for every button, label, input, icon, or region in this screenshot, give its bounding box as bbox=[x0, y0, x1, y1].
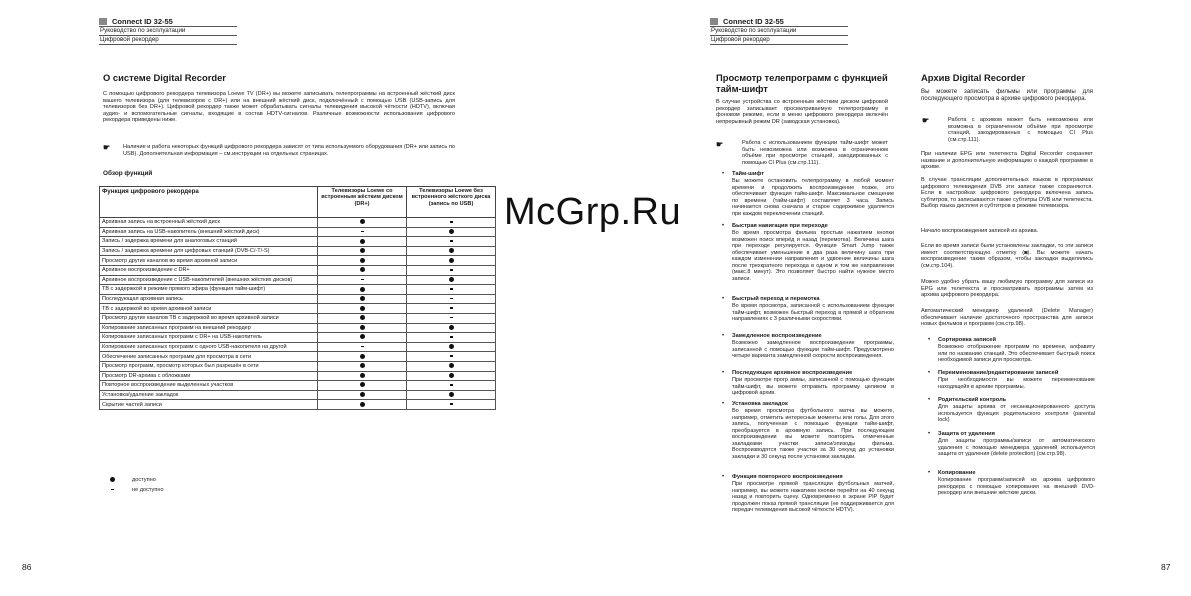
bullet-icon: • bbox=[722, 171, 725, 177]
table-row bbox=[100, 265, 496, 275]
feature-label: Просмотр программ, просмотр которых был разрешён в сети bbox=[100, 361, 318, 371]
table-row bbox=[100, 381, 496, 391]
table-row bbox=[100, 371, 496, 381]
unavailable-dash-icon bbox=[450, 355, 453, 356]
table-row bbox=[100, 313, 496, 323]
available-dot-icon bbox=[360, 287, 365, 292]
usb-availability bbox=[407, 381, 496, 391]
usb-availability bbox=[407, 352, 496, 362]
feature-label: Обеспечение записанных программ для просмотра в сети bbox=[100, 352, 318, 362]
feature-description: Возможно отображение программ по времени, алфавиту или по названию станций. Это обеспечивает быстрый поиск необходимой записи для просмотра. bbox=[938, 344, 1095, 363]
table-row bbox=[100, 294, 496, 304]
table-row bbox=[100, 237, 496, 247]
header-section: Цифровой рекордер bbox=[99, 35, 237, 45]
usb-availability bbox=[407, 275, 496, 285]
feature-label: Копирование записанных программ с DR+ на USB-накопитель bbox=[100, 333, 318, 343]
bullet-icon: • bbox=[722, 474, 725, 480]
available-dot-icon bbox=[360, 296, 365, 301]
available-dot-icon bbox=[360, 325, 365, 330]
unavailable-dash-icon bbox=[361, 231, 364, 232]
usb-availability bbox=[407, 361, 496, 371]
legend-unavailable bbox=[110, 487, 164, 493]
available-dot-icon bbox=[449, 248, 454, 253]
feature-label: Запись / задержка времени для аналоговых станций bbox=[100, 237, 318, 247]
feature-label: Архивное воспроизведение с USB-накопителей (внешних жёстких дисков) bbox=[100, 275, 318, 285]
usb-availability bbox=[407, 313, 496, 323]
drplus-availability bbox=[318, 256, 407, 266]
drplus-availability bbox=[318, 265, 407, 275]
legend-available-label: доступно bbox=[132, 477, 156, 483]
feature-table bbox=[99, 186, 496, 410]
bullet-icon: • bbox=[722, 401, 725, 407]
bullet-icon: • bbox=[928, 431, 931, 437]
available-dot-icon bbox=[360, 219, 365, 224]
table-row bbox=[100, 246, 496, 256]
usb-availability bbox=[407, 390, 496, 400]
feature-label: Архивная запись на USB-накопитель (внешний жёсткий диск) bbox=[100, 227, 318, 237]
intro-paragraph: С помощью цифрового рекордера телевизора Loewe TV (DR+) вы можете записывать телепрограммы на встроенный жёсткий диск вашего телевизора (для телевизоров с DR+) или на внешний жёсткий диск, подключённый с помощью USB (USB-запись для телевизоров без DR+). Цифровой рекордер также может обрабатывать сигналы телевидения высокой чёткости (HDTV), включая аудио- и вспомогательные сигналы, входящие в состав HDTV-сигналов. Различные возможности использования цифрового рекордера приведены ниже. bbox=[103, 91, 455, 124]
usb-availability bbox=[407, 342, 496, 352]
archive-p2: В случае трансляции дополнительных языков в программах цифрового телевидения DVB эти записи также сохраняются. Если в настройках цифрового рекордера включена запись субтитров, то записываются также субтитры DVB или телетекста. Выбор языка дисплея и субтитров в режиме телевизора. bbox=[921, 177, 1093, 210]
feature-label: ТВ с задержкой в режиме прямого эфира (функция тайм-шифт) bbox=[100, 285, 318, 295]
unavailable-dash-icon bbox=[450, 317, 453, 318]
drplus-availability bbox=[318, 285, 407, 295]
unavailable-dash-icon bbox=[450, 288, 453, 289]
drplus-availability bbox=[318, 304, 407, 314]
table-header-function: Функция цифрового рекордера bbox=[100, 187, 318, 218]
bullet-icon: • bbox=[722, 333, 725, 339]
header-product: Connect ID 32-55 bbox=[723, 16, 784, 26]
feature-title: Родительский контроль bbox=[938, 397, 1007, 403]
archive-note: Работа с архивом может быть невозможна или возможна в ограниченном объёме при просмотре станций, закодированных с помощью CI Plus (см.стр.111). bbox=[948, 117, 1093, 143]
available-dot-icon bbox=[360, 354, 365, 359]
feature-label: Копирование записанных программ с одного USB-накопителя на другой bbox=[100, 342, 318, 352]
feature-label: Просмотр DR-архива с обложками bbox=[100, 371, 318, 381]
drplus-availability bbox=[318, 275, 407, 285]
available-dot-icon bbox=[360, 363, 365, 368]
watermark: McGrp.Ru bbox=[504, 191, 682, 233]
available-dot-icon bbox=[360, 306, 365, 311]
drplus-availability bbox=[318, 352, 407, 362]
overview-title: Обзор функций bbox=[103, 170, 153, 177]
table-body bbox=[100, 218, 496, 410]
header-manual: Руководство по эксплуатации bbox=[99, 26, 237, 35]
available-dot-icon bbox=[360, 267, 365, 272]
timeshift-title: Просмотр телепрограмм с функцией тайм-шифт bbox=[716, 72, 888, 94]
usb-availability bbox=[407, 323, 496, 333]
unavailable-dash-icon bbox=[450, 403, 453, 404]
feature-description: Вы можете остановить телепрограмму в любой момент времени и продолжить воспроизведение позже, это обеспечивает функция тайм-шифт. Максимальное смещение по времени (тайм-шифт) составляет 3 часа. Запись начинается снова сначала и старое содержимое удаляется при каждом переключении станций. bbox=[732, 178, 894, 217]
usb-availability bbox=[407, 256, 496, 266]
feature-label: Последующая архивная запись bbox=[100, 294, 318, 304]
usb-availability bbox=[407, 285, 496, 295]
bullet-icon: • bbox=[722, 296, 725, 302]
drplus-availability bbox=[318, 342, 407, 352]
right-page bbox=[596, 0, 1191, 596]
feature-label: Скрытие частей записи bbox=[100, 400, 318, 410]
feature-title: Защита от удаления bbox=[938, 431, 995, 437]
drplus-availability bbox=[318, 237, 407, 247]
archive-p4: Если во время записи были установлены закладки, то эти записи имеют соответствующую отметку (◙). Вы можете начать воспроизведение таким образом, чтобы закладки выделялись (см.стр.104). bbox=[921, 243, 1093, 269]
page-number: 87 bbox=[1161, 562, 1171, 572]
archive-intro: Вы можете записать фильмы или программы для последующего просмотра в архиве цифрового рекордера. bbox=[921, 88, 1093, 102]
feature-label: Запись / задержка времени для цифровых станций (DVB-C/-T/-S) bbox=[100, 246, 318, 256]
table-row bbox=[100, 304, 496, 314]
feature-label: ТВ с задержкой во время архивной записи bbox=[100, 304, 318, 314]
usb-availability bbox=[407, 400, 496, 410]
drplus-availability bbox=[318, 294, 407, 304]
drplus-availability bbox=[318, 313, 407, 323]
feature-title: Замедленное воспроизведение bbox=[732, 333, 822, 339]
drplus-availability bbox=[318, 371, 407, 381]
feature-description: Для защиты программы/записи от автоматического удаления с помощью менеджера удалений используется защита от удаления (delete protection) (см.стр.98). bbox=[938, 438, 1095, 457]
unavailable-dash-icon bbox=[361, 346, 364, 347]
available-dot-icon bbox=[449, 363, 454, 368]
feature-title: Установка закладок bbox=[732, 401, 788, 407]
feature-title: Функция повторного воспроизведения bbox=[732, 474, 843, 480]
unavailable-dash-icon bbox=[450, 221, 453, 222]
drplus-availability bbox=[318, 400, 407, 410]
usb-availability bbox=[407, 294, 496, 304]
available-dot-icon bbox=[360, 373, 365, 378]
archive-p1: При наличии EPG или телетекста Digital Recorder сохраняет название и дополнительную информацию о каждой программе в архиве. bbox=[921, 151, 1093, 171]
feature-description: При необходимости вы можете переименование находящейя в архиве программы. bbox=[938, 377, 1095, 390]
drplus-availability bbox=[318, 361, 407, 371]
table-row bbox=[100, 390, 496, 400]
header-product: Connect ID 32-55 bbox=[112, 16, 173, 26]
usb-availability bbox=[407, 237, 496, 247]
page-header bbox=[99, 16, 237, 45]
archive-p6: Автоматический менеджер удалений (Delete Manager) обеспечивает наличие достаточного пространства для записи новых фильмов и программ (см.стр.98). bbox=[921, 308, 1093, 328]
table-row bbox=[100, 400, 496, 410]
usb-availability bbox=[407, 218, 496, 228]
available-dot-icon bbox=[360, 382, 365, 387]
table-header-drplus: Телевизоры Loewe со встроенным жёстким диском (DR+) bbox=[318, 187, 407, 218]
header-manual: Руководство по эксплуатации bbox=[710, 26, 848, 35]
table-row bbox=[100, 285, 496, 295]
available-dot-icon bbox=[449, 392, 454, 397]
table-row bbox=[100, 352, 496, 362]
drplus-availability bbox=[318, 390, 407, 400]
drplus-availability bbox=[318, 227, 407, 237]
available-dot-icon bbox=[449, 373, 454, 378]
page-number: 86 bbox=[22, 562, 32, 572]
available-dot-icon bbox=[449, 325, 454, 330]
available-dot-icon bbox=[449, 277, 454, 282]
available-dot-icon bbox=[360, 258, 365, 263]
feature-label: Архивная запись на встроенный жёсткий диск bbox=[100, 218, 318, 228]
available-dot-icon bbox=[360, 392, 365, 397]
header-square-icon bbox=[710, 18, 718, 25]
feature-description: При просмотре прогр аммы, записанной с помощью функции тайм-шифт, вы можете отправить программу целиком в цифровой архив. bbox=[732, 377, 894, 396]
pointing-hand-icon: ☛ bbox=[716, 140, 724, 149]
unavailable-dash-icon bbox=[111, 489, 114, 490]
available-dot-icon bbox=[449, 344, 454, 349]
bullet-icon: • bbox=[722, 370, 725, 376]
feature-description: Во время просмотра футбольного матча вы можете, например, отметить интересные моменты или голы. Для этого запись, полученная с помощью функции тайм-шифт, преобразуется в архивную запись. При последующем воспроизведении вы можете повторить отмеченные закладками участки записи/эпизоды фильма. Воспроизводятся также участки за 30 секунд до установки закладки и 30 секунд после установки закладки. bbox=[732, 408, 894, 460]
left-page bbox=[0, 0, 595, 596]
legend-unavailable-label: не доступно bbox=[132, 487, 164, 493]
feature-description: Во время просмотра фильма простым нажатием кнопки возможен поиск вперёд и назад (перемотка). Величина шага при переходе регулируется. Функция Smart Jump также обеспечивает уменьшение в два раза величину шага при каждом изменении направления и удвоение величины шага после трехкратного перехода в одном и том же направлении (макс.8 минут). Это позволяет быстро найти нужное место записи. bbox=[732, 230, 894, 282]
table-row bbox=[100, 361, 496, 371]
feature-label: Установка/удаление закладок bbox=[100, 390, 318, 400]
drplus-availability bbox=[318, 246, 407, 256]
unavailable-dash-icon bbox=[450, 298, 453, 299]
feature-title: Быстрая навигация при переходе bbox=[732, 223, 828, 229]
available-dot-icon bbox=[110, 477, 115, 482]
unavailable-dash-icon bbox=[450, 384, 453, 385]
available-dot-icon bbox=[360, 248, 365, 253]
usb-availability bbox=[407, 227, 496, 237]
drplus-availability bbox=[318, 381, 407, 391]
unavailable-dash-icon bbox=[450, 240, 453, 241]
note-text: Наличие и работа некоторых функций цифрового рекордера зависят от типа используемого оборудования (DR+ или запись по USB). Дополнительная информация – см.инструкции на отдельных страницах. bbox=[123, 144, 455, 157]
feature-label: Просмотр других каналов во время архивной записи bbox=[100, 256, 318, 266]
available-dot-icon bbox=[360, 402, 365, 407]
pointing-hand-icon: ☛ bbox=[922, 116, 930, 125]
usb-availability bbox=[407, 333, 496, 343]
usb-availability bbox=[407, 304, 496, 314]
feature-title: Переименование/редактирование записей bbox=[938, 370, 1059, 376]
timeshift-intro: В случае устройства со встроенным жёстким диском цифровой рекордер записывает просматриваемую телепрограмму в фоновом режиме, если в меню цифрового рекордера включён непрерывный режим DR (заводская установка). bbox=[716, 99, 888, 125]
usb-availability bbox=[407, 371, 496, 381]
table-header-usb: Телевизоры Loewe без встроенного жёсткого диска (запись по USB) bbox=[407, 187, 496, 218]
archive-p3: Начало воспроизведения записей из архива. bbox=[921, 228, 1039, 234]
drplus-availability bbox=[318, 323, 407, 333]
unavailable-dash-icon bbox=[450, 307, 453, 308]
feature-title: Копирование bbox=[938, 470, 976, 476]
archive-title: Архив Digital Recorder bbox=[921, 72, 1026, 83]
table-row bbox=[100, 323, 496, 333]
bullet-icon: • bbox=[928, 470, 931, 476]
unavailable-dash-icon bbox=[450, 336, 453, 337]
available-dot-icon bbox=[360, 239, 365, 244]
feature-title: Последующее архивное воспроизведение bbox=[732, 370, 853, 376]
feature-title: Быстрый переход и перемотка bbox=[732, 296, 820, 302]
table-row bbox=[100, 218, 496, 228]
available-dot-icon bbox=[449, 258, 454, 263]
feature-label: Копирование записанных программ на внешний рекордер bbox=[100, 323, 318, 333]
feature-description: Копирование программ/записей из архива цифрового рекордера с помощью копирования на внешний DVD-рекордер или внешние жёсткие диски. bbox=[938, 477, 1095, 496]
usb-availability bbox=[407, 246, 496, 256]
table-row bbox=[100, 256, 496, 266]
usb-availability bbox=[407, 265, 496, 275]
pointing-hand-icon: ☛ bbox=[103, 143, 111, 152]
feature-description: Во время просмотра, записанной с использованием функции тайм-шифт, возможен быстрый переход в прямой и обратном направлениях с 3 различными скоростями. bbox=[732, 303, 894, 322]
bullet-icon: • bbox=[928, 397, 931, 403]
feature-description: При просмотре прямой трансляции футбольных матчей, например, вы можете нажатием кнопки перейти на 40 секунд назад и повторить сцену. Одновременно в экране PIP будет продолжен показ прямой трансляции (не поддерживается для передач телевидения высокой чёткости HDTV). bbox=[732, 481, 894, 513]
table-row bbox=[100, 275, 496, 285]
table-row bbox=[100, 227, 496, 237]
drplus-availability bbox=[318, 333, 407, 343]
archive-p5: Можно удобно убрать вашу любимую программу для записи из EPG или телетекста и просматривать программы затем из архива цифрового рекордера. bbox=[921, 279, 1093, 299]
feature-label: Архивное воспроизведение с DR+ bbox=[100, 265, 318, 275]
header-square-icon bbox=[99, 18, 107, 25]
legend-available bbox=[110, 477, 156, 483]
timeshift-note: Работа с использованием функции тайм-шифт может быть невозможна или возможна в ограниченном объёме при просмотре станций, закодированных с помощью CI Plus (см.стр.111). bbox=[742, 140, 888, 166]
table-row bbox=[100, 342, 496, 352]
bullet-icon: • bbox=[928, 370, 931, 376]
unavailable-dash-icon bbox=[450, 269, 453, 270]
table-row bbox=[100, 333, 496, 343]
section-title: О системе Digital Recorder bbox=[103, 72, 226, 83]
unavailable-dash-icon bbox=[361, 279, 364, 280]
bullet-icon: • bbox=[722, 223, 725, 229]
bullet-icon: • bbox=[928, 337, 931, 343]
page-header bbox=[710, 16, 848, 45]
feature-title: Сортировка записей bbox=[938, 337, 996, 343]
drplus-availability bbox=[318, 218, 407, 228]
feature-description: Для защиты архива от несанкционированного доступа используется функция родительского контроля (parental lock) bbox=[938, 404, 1095, 423]
available-dot-icon bbox=[360, 334, 365, 339]
header-section: Цифровой рекордер bbox=[710, 35, 848, 45]
available-dot-icon bbox=[360, 315, 365, 320]
feature-label: Повторное воспроизведение выделенных участков bbox=[100, 381, 318, 391]
feature-description: Возможно замедленное воспроизведение программы, записанной с помощью функции тайм-шифт. Предусмотрено четыре варианта замедленной скорости воспроизведения. bbox=[732, 340, 894, 359]
available-dot-icon bbox=[449, 229, 454, 234]
feature-title: Тайм-шифт bbox=[732, 171, 765, 177]
feature-label: Просмотр других каналов ТВ с задержкой во время архивной записи bbox=[100, 313, 318, 323]
